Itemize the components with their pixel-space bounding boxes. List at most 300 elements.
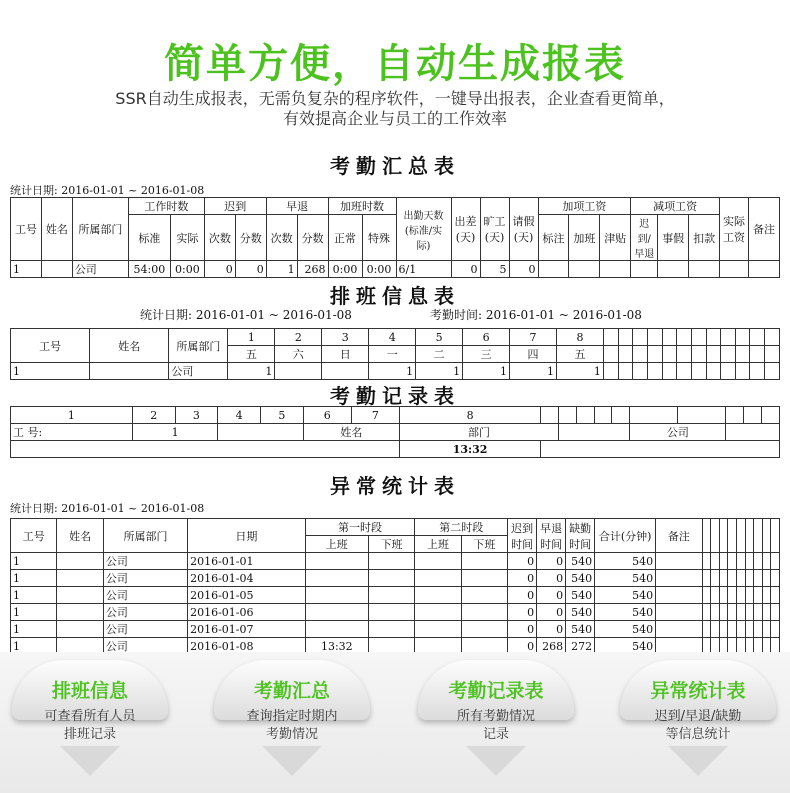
feature-card-title: 考勤记录表 (448, 680, 544, 702)
feature-card-pointer (60, 746, 120, 776)
schedule-blank (647, 346, 662, 363)
abnormal-cell (415, 587, 461, 604)
feature-card-abnormal[interactable] (620, 660, 776, 780)
abnormal-cell (368, 570, 414, 587)
abnormal-header: 缺勤时间 (566, 519, 595, 553)
schedule-blank (662, 329, 677, 346)
schedule-blank (618, 346, 633, 363)
schedule-attend-range: 考勤时间: 2016-01-01 ~ 2016-01-08 (430, 308, 642, 322)
records-title: 考勤记录表 (330, 384, 460, 408)
abnormal-header: 所属部门 (103, 519, 187, 553)
abnormal-cell: 540 (595, 570, 656, 587)
abnormal-blank (711, 587, 720, 604)
records-day: 1 (11, 407, 133, 424)
summary-title: 考勤汇总表 (330, 154, 460, 178)
schedule-header: 工号 (11, 329, 90, 363)
feature-card-pointer (466, 746, 526, 776)
feature-card-desc-line: 排班记录 (63, 727, 116, 742)
schedule-blank (603, 329, 618, 346)
abnormal-cell (368, 604, 414, 621)
abnormal-cell: 公司 (103, 604, 187, 621)
schedule-blank (603, 346, 618, 363)
abnormal-cell: 540 (566, 570, 595, 587)
abnormal-cell: 540 (595, 604, 656, 621)
abnormal-blank (656, 621, 702, 638)
feature-card-desc (418, 708, 574, 744)
summary-cell: 1 (266, 261, 297, 278)
schedule-blank (633, 346, 648, 363)
abnormal-cell: 公司 (103, 587, 187, 604)
records-day: 4 (218, 407, 261, 424)
schedule-blank (721, 346, 736, 363)
abnormal-cell (57, 604, 103, 621)
abnormal-cell: 0 (537, 553, 566, 570)
abnormal-cell (57, 553, 103, 570)
summary-header: 出差(天) (451, 198, 480, 261)
abnormal-cell: 540 (595, 587, 656, 604)
summary-header: 加班时数 (328, 198, 396, 215)
abnormal-blank (754, 604, 763, 621)
abnormal-blank (771, 604, 780, 621)
abnormal-date-range: 统计日期: 2016-01-01 ~ 2016-01-08 (10, 502, 205, 515)
abnormal-header: 迟到时间 (508, 519, 537, 553)
summary-header: 早退 (266, 198, 328, 215)
feature-card-desc-line: 等信息统计 (665, 727, 731, 742)
abnormal-blank (719, 553, 728, 570)
schedule-blank (706, 363, 721, 380)
abnormal-subheader: 下班 (368, 536, 414, 553)
abnormal-cell: 0 (537, 621, 566, 638)
feature-card-desc-line: 可查看所有人员 (44, 709, 136, 724)
abnormal-blank (736, 621, 745, 638)
records-blank (218, 424, 303, 441)
summary-subheader: 事假 (658, 215, 689, 261)
abnormal-cell: 1 (11, 553, 57, 570)
schedule-cell: 1 (369, 363, 416, 380)
schedule-weekday: 一 (369, 346, 416, 363)
report-sheet (10, 140, 780, 652)
abnormal-blank (656, 604, 702, 621)
schedule-blank (618, 329, 633, 346)
summary-subheader: 正常 (328, 215, 362, 261)
abnormal-blank (736, 553, 745, 570)
abnormal-blank (745, 638, 754, 653)
summary-date-range: 统计日期: 2016-01-01 ~ 2016-01-08 (10, 184, 205, 197)
abnormal-blank (771, 621, 780, 638)
records-dept-label: 部门 (399, 424, 558, 441)
schedule-cell: 1 (11, 363, 90, 380)
subtitle-line-1: SSR自动生成报表，无需负复杂的程序软件，一键导出报表，企业查看更简单， (115, 89, 675, 108)
summary-subheader: 标准 (128, 215, 170, 261)
abnormal-cell: 1 (11, 570, 57, 587)
schedule-cell: 1 (510, 363, 557, 380)
summary-cell (631, 261, 658, 278)
abnormal-cell: 2016-01-05 (188, 587, 306, 604)
abnormal-cell (461, 553, 507, 570)
feature-card-pointer (668, 746, 728, 776)
summary-header: 迟到 (204, 198, 266, 215)
feature-card-summary[interactable] (214, 660, 370, 780)
abnormal-title: 异常统计表 (330, 474, 460, 498)
schedule-blank (662, 363, 677, 380)
abnormal-cell: 公司 (103, 570, 187, 587)
abnormal-cell: 1 (11, 604, 57, 621)
summary-subheader: 津贴 (600, 215, 631, 261)
records-day: 6 (303, 407, 351, 424)
summary-cell (538, 261, 569, 278)
schedule-day: 5 (416, 329, 463, 346)
schedule-weekday: 五 (228, 346, 275, 363)
abnormal-cell (305, 587, 368, 604)
records-id-label: 工 号: (11, 424, 133, 441)
headline: 简单方便，自动生成报表 (164, 41, 626, 87)
summary-header: 备注 (749, 198, 780, 261)
abnormal-cell: 0 (508, 621, 537, 638)
summary-subheader: 实际 (170, 215, 204, 261)
records-blank (541, 407, 559, 424)
abnormal-header: 第一时段 (305, 519, 415, 536)
abnormal-cell: 540 (595, 621, 656, 638)
abnormal-blank (771, 587, 780, 604)
abnormal-blank (754, 621, 763, 638)
abnormal-header: 备注 (656, 519, 702, 553)
summary-subheader: 特殊 (362, 215, 396, 261)
schedule-blank (633, 363, 648, 380)
abnormal-cell: 540 (595, 638, 656, 653)
abnormal-blank (771, 553, 780, 570)
summary-cell: 268 (297, 261, 328, 278)
schedule-blank (750, 329, 765, 346)
abnormal-cell (461, 570, 507, 587)
schedule-blank (706, 329, 721, 346)
abnormal-blank (754, 638, 763, 653)
summary-subheader: 次数 (204, 215, 235, 261)
summary-header: 减项工资 (631, 198, 720, 215)
schedule-blank (618, 363, 633, 380)
abnormal-cell: 0 (508, 587, 537, 604)
abnormal-cell (368, 553, 414, 570)
feature-card-desc (620, 708, 776, 744)
abnormal-blank (762, 587, 771, 604)
summary-subheader: 加班 (569, 215, 600, 261)
schedule-day: 1 (228, 329, 275, 346)
subtitle-line-2: 有效提高企业与员工的工作效率 (282, 109, 507, 128)
abnormal-cell: 2016-01-01 (188, 553, 306, 570)
records-blank (559, 407, 577, 424)
abnormal-cell: 1 (11, 587, 57, 604)
schedule-date-range: 统计日期: 2016-01-01 ~ 2016-01-08 (140, 308, 352, 322)
summary-cell: 0:00 (170, 261, 204, 278)
schedule-cell (275, 363, 322, 380)
records-blank (11, 441, 400, 458)
abnormal-subheader: 下班 (461, 536, 507, 553)
abnormal-cell (305, 621, 368, 638)
summary-cell: 0 (451, 261, 480, 278)
abnormal-subheader: 上班 (415, 536, 461, 553)
schedule-blank (735, 329, 750, 346)
feature-card-desc-line: 查询指定时期内 (246, 709, 338, 724)
abnormal-subheader: 上班 (305, 536, 368, 553)
summary-subheader: 分数 (235, 215, 266, 261)
records-blank (678, 407, 726, 424)
summary-cell: 0 (204, 261, 235, 278)
records-name-label: 姓名 (303, 424, 399, 441)
summary-subheader: 标注 (538, 215, 569, 261)
records-blank (630, 407, 678, 424)
abnormal-cell (415, 638, 461, 653)
abnormal-blank (702, 638, 711, 653)
abnormal-blank (736, 570, 745, 587)
abnormal-blank (762, 553, 771, 570)
summary-cell (658, 261, 689, 278)
abnormal-blank (656, 638, 702, 653)
schedule-blank (721, 329, 736, 346)
abnormal-blank (736, 638, 745, 653)
summary-cell (569, 261, 600, 278)
schedule-cell: 1 (228, 363, 275, 380)
abnormal-table (10, 518, 780, 652)
abnormal-blank (728, 621, 737, 638)
abnormal-cell (461, 621, 507, 638)
summary-header: 出勤天数(标准/实际) (396, 198, 451, 261)
abnormal-cell: 268 (537, 638, 566, 653)
records-time: 13:32 (399, 441, 540, 458)
schedule-blank (735, 363, 750, 380)
records-day: 5 (261, 407, 304, 424)
feature-card-title: 考勤汇总 (253, 680, 330, 702)
abnormal-cell (461, 587, 507, 604)
abnormal-blank (754, 519, 763, 553)
records-day: 8 (399, 407, 540, 424)
schedule-blank (662, 346, 677, 363)
abnormal-blank (702, 519, 711, 553)
feature-card-schedule[interactable] (12, 660, 168, 780)
feature-card-records[interactable] (418, 660, 574, 780)
feature-card-desc (12, 708, 168, 744)
abnormal-cell: 公司 (103, 553, 187, 570)
abnormal-blank (745, 519, 754, 553)
records-day: 7 (351, 407, 399, 424)
schedule-day: 8 (556, 329, 603, 346)
schedule-weekday: 日 (322, 346, 369, 363)
records-blank (726, 424, 780, 441)
schedule-blank (750, 346, 765, 363)
schedule-blank (750, 363, 765, 380)
abnormal-blank (736, 604, 745, 621)
abnormal-blank (745, 621, 754, 638)
schedule-day: 3 (322, 329, 369, 346)
schedule-day: 7 (510, 329, 557, 346)
abnormal-blank (771, 570, 780, 587)
schedule-blank (765, 329, 780, 346)
abnormal-cell: 13:32 (305, 638, 368, 653)
abnormal-blank (656, 553, 702, 570)
abnormal-cell: 2016-01-06 (188, 604, 306, 621)
schedule-blank (691, 329, 706, 346)
feature-card-desc (214, 708, 370, 744)
schedule-header: 姓名 (90, 329, 169, 363)
abnormal-header: 早退时间 (537, 519, 566, 553)
summary-cell: 公司 (72, 261, 128, 278)
records-table (10, 406, 780, 458)
abnormal-cell (57, 638, 103, 653)
summary-header: 姓名 (41, 198, 72, 261)
schedule-blank (721, 363, 736, 380)
feature-card-desc-line: 迟到/早退/缺勤 (654, 709, 742, 724)
abnormal-blank (702, 587, 711, 604)
summary-subheader: 迟到/早退 (631, 215, 658, 261)
abnormal-blank (754, 570, 763, 587)
abnormal-cell: 0 (508, 553, 537, 570)
schedule-cell: 公司 (169, 363, 228, 380)
summary-cell: 5 (480, 261, 509, 278)
schedule-day: 2 (275, 329, 322, 346)
schedule-blank (647, 329, 662, 346)
schedule-blank (677, 329, 692, 346)
abnormal-blank (762, 604, 771, 621)
abnormal-blank (728, 587, 737, 604)
summary-header: 加项工资 (538, 198, 631, 215)
records-blank (612, 407, 630, 424)
summary-header: 旷工(天) (480, 198, 509, 261)
summary-cell (720, 261, 749, 278)
abnormal-cell (415, 570, 461, 587)
feature-card-desc-line: 考勤情况 (265, 727, 318, 742)
summary-table (10, 197, 780, 278)
abnormal-cell: 1 (11, 621, 57, 638)
abnormal-cell (305, 553, 368, 570)
feature-card-title: 异常统计表 (650, 680, 746, 702)
abnormal-blank (711, 638, 720, 653)
feature-card-desc-line: 所有考勤情况 (456, 709, 535, 724)
abnormal-blank (762, 621, 771, 638)
summary-header: 实际工资 (720, 198, 749, 261)
records-day: 3 (175, 407, 218, 424)
abnormal-blank (656, 587, 702, 604)
abnormal-cell: 0 (537, 570, 566, 587)
summary-header: 工号 (11, 198, 42, 261)
records-company-label: 公司 (630, 424, 726, 441)
feature-card-desc-line: 记录 (482, 727, 509, 742)
abnormal-blank (711, 604, 720, 621)
abnormal-blank (771, 638, 780, 653)
summary-subheader: 次数 (266, 215, 297, 261)
summary-cell (749, 261, 780, 278)
schedule-cell (322, 363, 369, 380)
abnormal-blank (762, 570, 771, 587)
abnormal-blank (656, 570, 702, 587)
schedule-blank (691, 346, 706, 363)
records-blank (576, 407, 594, 424)
abnormal-blank (719, 621, 728, 638)
records-blank (559, 424, 630, 441)
abnormal-cell (415, 621, 461, 638)
schedule-day: 6 (463, 329, 510, 346)
abnormal-header: 工号 (11, 519, 57, 553)
schedule-blank (691, 363, 706, 380)
records-blank (744, 407, 762, 424)
abnormal-blank (711, 570, 720, 587)
schedule-weekday: 二 (416, 346, 463, 363)
schedule-table (10, 328, 780, 380)
abnormal-cell (461, 604, 507, 621)
abnormal-blank (719, 570, 728, 587)
schedule-blank (633, 329, 648, 346)
abnormal-blank (762, 638, 771, 653)
schedule-blank (677, 346, 692, 363)
abnormal-cell (368, 587, 414, 604)
abnormal-blank (736, 587, 745, 604)
abnormal-cell: 540 (566, 621, 595, 638)
summary-cell: 0:00 (328, 261, 362, 278)
records-blank (541, 441, 780, 458)
summary-cell: 54:00 (128, 261, 170, 278)
summary-cell: 0:00 (362, 261, 396, 278)
schedule-weekday: 五 (556, 346, 603, 363)
abnormal-blank (702, 553, 711, 570)
schedule-blank (677, 363, 692, 380)
schedule-weekday: 六 (275, 346, 322, 363)
schedule-title: 排班信息表 (330, 284, 460, 308)
abnormal-blank (728, 519, 737, 553)
abnormal-cell (305, 604, 368, 621)
schedule-blank (765, 346, 780, 363)
schedule-cell: 1 (416, 363, 463, 380)
schedule-weekday: 三 (463, 346, 510, 363)
abnormal-cell: 0 (508, 604, 537, 621)
records-blank (726, 407, 744, 424)
summary-cell (600, 261, 631, 278)
summary-subheader: 扣款 (689, 215, 720, 261)
abnormal-cell: 540 (566, 604, 595, 621)
summary-header: 请假(天) (509, 198, 538, 261)
schedule-blank (647, 363, 662, 380)
abnormal-blank (762, 519, 771, 553)
schedule-blank (765, 363, 780, 380)
summary-cell: 6/1 (396, 261, 451, 278)
abnormal-cell: 540 (566, 553, 595, 570)
abnormal-cell: 公司 (103, 621, 187, 638)
schedule-cell (90, 363, 169, 380)
records-id-value: 1 (132, 424, 217, 441)
records-blank (594, 407, 612, 424)
abnormal-cell (415, 604, 461, 621)
abnormal-cell (57, 587, 103, 604)
abnormal-blank (728, 638, 737, 653)
abnormal-cell: 272 (566, 638, 595, 653)
abnormal-cell: 540 (595, 553, 656, 570)
schedule-day: 4 (369, 329, 416, 346)
schedule-blank (706, 346, 721, 363)
feature-card-title: 排班信息 (51, 680, 128, 702)
abnormal-blank (771, 519, 780, 553)
summary-header: 工作时数 (128, 198, 204, 215)
abnormal-cell: 2016-01-07 (188, 621, 306, 638)
abnormal-cell (415, 553, 461, 570)
summary-cell: 0 (509, 261, 538, 278)
abnormal-cell (57, 621, 103, 638)
abnormal-cell: 2016-01-08 (188, 638, 306, 653)
summary-cell: 1 (11, 261, 42, 278)
abnormal-blank (719, 638, 728, 653)
abnormal-header: 第二时段 (415, 519, 508, 536)
summary-cell: 0 (235, 261, 266, 278)
summary-subheader: 分数 (297, 215, 328, 261)
abnormal-blank (728, 604, 737, 621)
abnormal-cell: 1 (11, 638, 57, 653)
abnormal-blank (745, 570, 754, 587)
abnormal-blank (711, 553, 720, 570)
